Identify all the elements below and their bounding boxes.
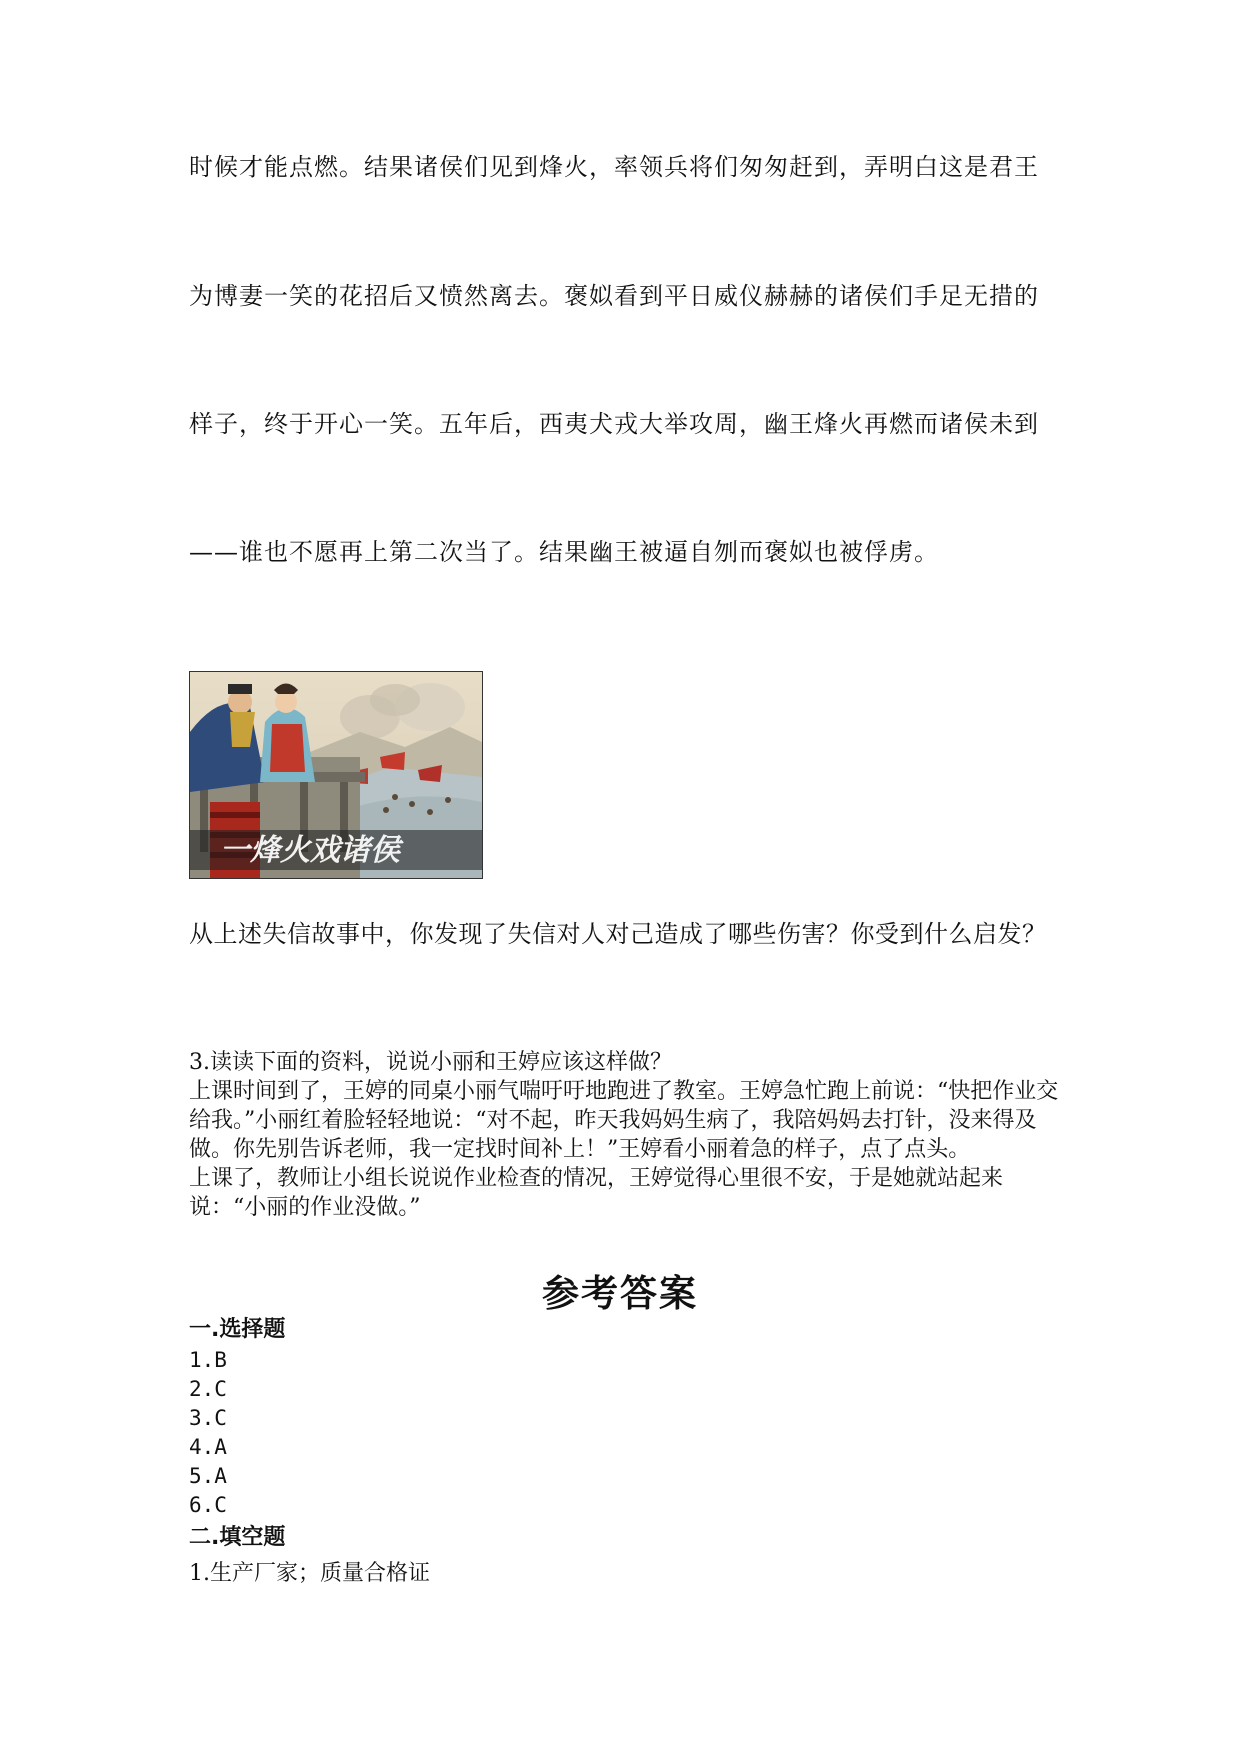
choice-answer: 5.A [189, 1464, 227, 1488]
question-3-title: 3.读读下面的资料，说说小丽和王婷应该这样做？ [189, 1050, 672, 1075]
question-2: 从上述失信故事中，你发现了失信对人对己造成了哪些伤害？你受到什么启发？ [189, 920, 1047, 948]
choice-answer: 1.B [189, 1348, 227, 1372]
section-choice-heading: 一.选择题 [189, 1317, 286, 1342]
illustration-caption: 一烽火戏诸侯 [220, 833, 400, 868]
beacon-fire-illustration [189, 671, 483, 879]
story-line-4: ——谁也不愿再上第二次当了。结果幽王被逼自刎而褒姒也被俘虏。 [189, 538, 939, 566]
choice-answer: 6.C [189, 1493, 227, 1517]
question-3-paragraph-1: 上课时间到了，王婷的同桌小丽气喘吁吁地跑进了教室。王婷急忙跑上前说：“快把作业交给我。”小丽红着脸轻轻地说：“对不起，昨天我妈妈生病了，我陪妈妈去打针，没来得及做。你先别告诉老师，我一定找时间补上！”王婷看小丽着急的样子，点了点头。 [189, 1079, 1059, 1162]
fill-answer-1: 1.生产厂家；质量合格证 [189, 1561, 430, 1586]
question-3-block [189, 1048, 1059, 1222]
story-line-1: 时候才能点燃。结果诸侯们见到烽火，率领兵将们匆匆赶到，弄明白这是君王 [189, 153, 1039, 181]
choice-answer: 4.A [189, 1435, 227, 1459]
choice-answer: 2.C [189, 1377, 227, 1401]
story-line-2: 为博妻一笑的花招后又愤然离去。褒姒看到平日威仪赫赫的诸侯们手足无措的 [189, 282, 1039, 310]
choice-answers-list [189, 1346, 227, 1520]
answers-title: 参考答案 [542, 1271, 698, 1315]
question-3-paragraph-2: 上课了，教师让小组长说说作业检查的情况，王婷觉得心里很不安，于是她就站起来说：“小丽的作业没做。” [189, 1166, 1004, 1220]
section-fill-heading: 二.填空题 [189, 1525, 286, 1550]
story-line-3: 样子，终于开心一笑。五年后，西夷犬戎大举攻周，幽王烽火再燃而诸侯未到 [189, 410, 1039, 438]
choice-answer: 3.C [189, 1406, 227, 1430]
